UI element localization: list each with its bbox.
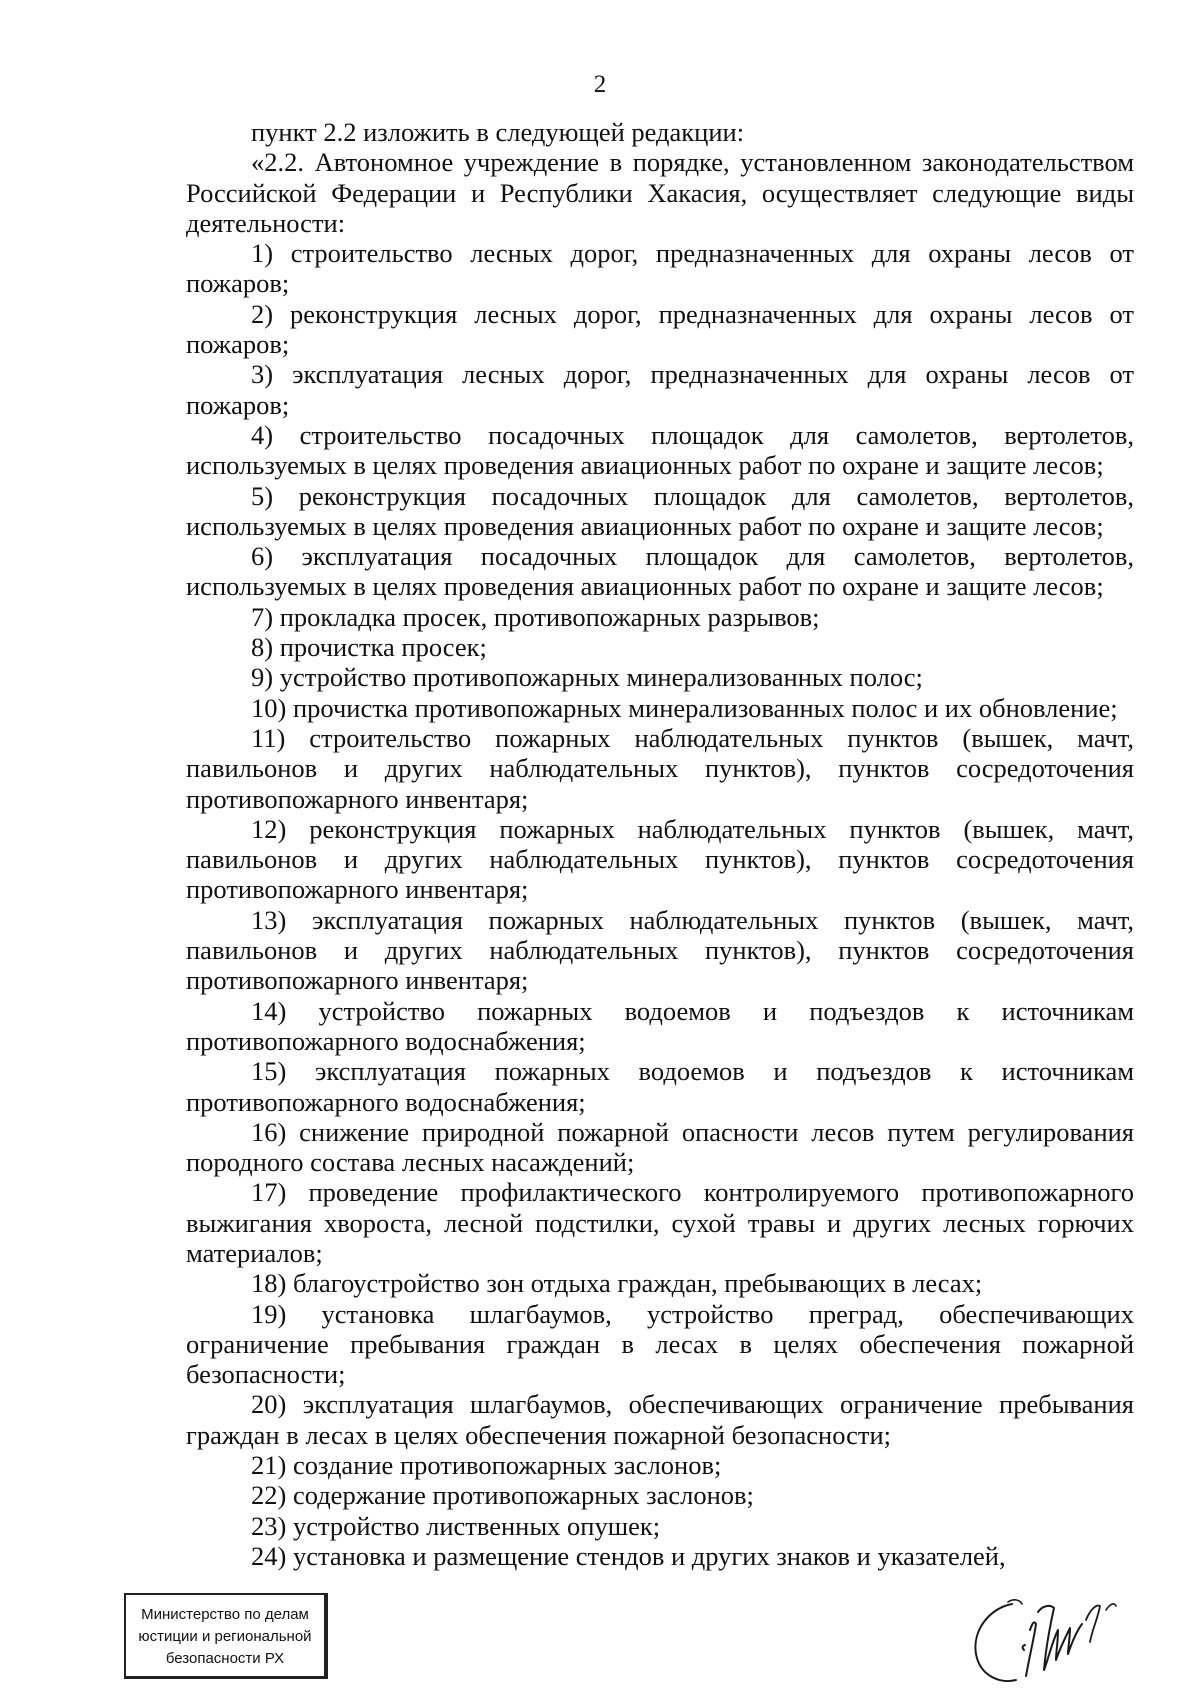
list-item: 18) благоустройство зон отдыха граждан, пребывающих в лесах; — [251, 1268, 983, 1299]
stamp-line: Министерство по делам — [141, 1606, 309, 1623]
list-item: 11) строительство пожарных наблюдательных пунктов (вышек, мачт, павильонов и других наблюдательных пунктов), пунктов сосредоточения противопожарного инвентаря; — [186, 722, 1134, 814]
list-item: 14) устройство пожарных водоемов и подъездов к источникам противопожарного водоснабжения; — [186, 995, 1134, 1056]
list-item: 17) проведение профилактического контролируемого противопожарного выжигания хвороста, лесной подстилки, сухой травы и других лесных горючих материалов; — [186, 1177, 1134, 1268]
stamp-line: юстиции и региональной — [138, 1628, 312, 1645]
list-item: 22) содержание противопожарных заслонов; — [251, 1480, 754, 1511]
intro-line: пункт 2.2 изложить в следующей редакции: — [251, 117, 745, 147]
list-item: 19) установка шлагбаумов, устройство преград, обеспечивающих ограничение пребывания граждан в лесах в целях обеспечения пожарной безопасности; — [186, 1298, 1134, 1390]
list-item: 6) эксплуатация посадочных площадок для самолетов, вертолетов, используемых в целях проведения авиационных работ по охране и защите лесов; — [186, 541, 1134, 602]
document-body — [186, 117, 1134, 1571]
list-item: 13) эксплуатация пожарных наблюдательных пунктов (вышек, мачт, павильонов и других наблюдательных пунктов), пунктов сосредоточения противопожарного инвентаря; — [186, 904, 1134, 996]
list-item: 3) эксплуатация лесных дорог, предназначенных для охраны лесов от пожаров; — [186, 359, 1134, 420]
list-item: 8) прочистка просек; — [251, 632, 487, 663]
handwritten-signature — [950, 1590, 1150, 1690]
list-item: 15) эксплуатация пожарных водоемов и подъездов к источникам противопожарного водоснабжения; — [186, 1056, 1134, 1117]
list-item: 10) прочистка противопожарных минерализованных полос и их обновление; — [251, 692, 1118, 723]
list-item: 9) устройство противопожарных минерализованных полос; — [251, 662, 923, 693]
list-item: 12) реконструкция пожарных наблюдательных пунктов (вышек, мачт, павильонов и других наблюдательных пунктов), пунктов сосредоточения противопожарного инвентаря; — [186, 813, 1134, 905]
list-item: 4) строительство посадочных площадок для самолетов, вертолетов, используемых в целях проведения авиационных работ по охране и защите лесов; — [186, 419, 1134, 481]
ministry-stamp — [124, 1593, 328, 1679]
list-item: 1) строительство лесных дорог, предназначенных для охраны лесов от пожаров; — [186, 238, 1134, 299]
list-item: 23) устройство лиственных опушек; — [251, 1510, 661, 1541]
stamp-line: безопасности РХ — [165, 1650, 285, 1667]
list-item: 2) реконструкция лесных дорог, предназначенных для охраны лесов от пожаров; — [186, 298, 1134, 360]
list-item: 7) прокладка просек, противопожарных разрывов; — [251, 601, 820, 632]
list-item: 24) установка и размещение стендов и других знаков и указателей, — [251, 1540, 1006, 1571]
list-item: 16) снижение природной пожарной опасности лесов путем регулирования породного состава лесных насаждений; — [186, 1116, 1134, 1178]
list-item: 20) эксплуатация шлагбаумов, обеспечивающих ограничение пребывания граждан в лесах в целях обеспечения пожарной безопасности; — [186, 1389, 1134, 1450]
list-item: 21) создание противопожарных заслонов; — [251, 1450, 722, 1481]
list-item: 5) реконструкция посадочных площадок для самолетов, вертолетов, используемых в целях проведения авиационных работ по охране и защите лесов; — [186, 480, 1134, 541]
page-number: 2 — [593, 71, 607, 98]
clause-2-2-heading: «2.2. Автономное учреждение в порядке, установленном законодательством Российской Федерации и Республики Хакасия, осуществляет следующие виды деятельности: — [186, 147, 1134, 238]
